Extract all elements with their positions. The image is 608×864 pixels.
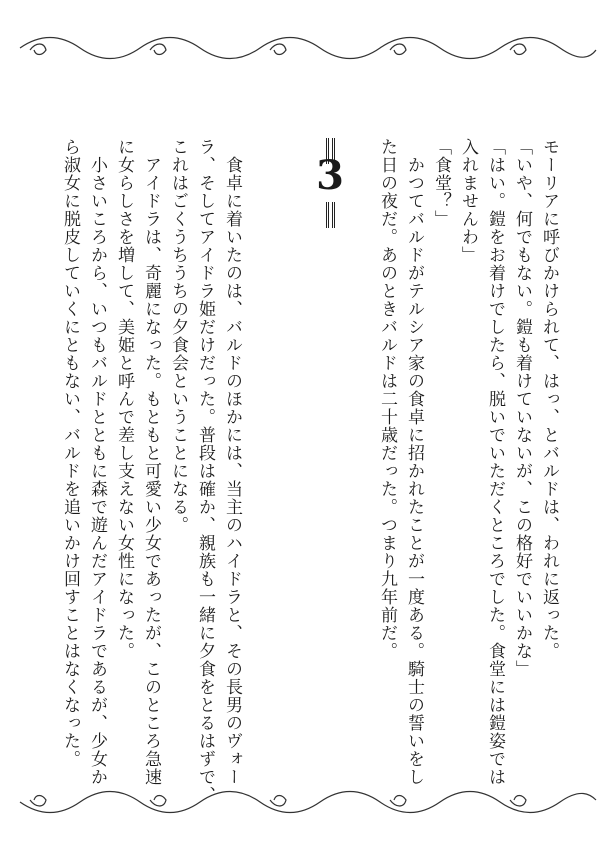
text-line: に女らしさを増して、美姫と呼んで差し支えない女性になった。 [114, 138, 134, 660]
text-line: 「はい。鎧をお着けでしたら、脱いでいただくところでした。食堂には鎧姿では [485, 138, 505, 786]
text-line: 食卓に着いたのは、バルドのほかには、当主のハイドラと、その長男のヴォー [222, 138, 242, 786]
chapter-number: 3 [316, 152, 345, 199]
text-line: モーリアに呼びかけられて、はっ、とバルドは、われに返った。 [539, 138, 559, 660]
text-line: アイドラは、奇麗になった。もともと可愛い少女であったが、このところ急速 [141, 138, 161, 786]
chapter-heading [275, 138, 343, 228]
top-ornament-border [0, 28, 608, 64]
chapter-rule [332, 202, 335, 228]
text-line: 「食堂？」 [431, 138, 451, 228]
text-line: かつてバルドがテルシア家の食卓に招かれたことが一度ある。騎士の誓いをし [404, 138, 424, 786]
vertical-body-text [40, 138, 562, 804]
text-line: 小さいころから、いつもバルドとともに森で遊んだアイドラであるが、少女か [87, 138, 107, 786]
text-line: これはごくうちうちの夕食会ということになる。 [168, 138, 188, 534]
bottom-ornament-border [0, 786, 608, 822]
text-line: ラ、そしてアイドラ姫だけだった。普段は確か、親族も一緒に夕食をとるはずで、 [195, 138, 215, 804]
chapter-rule [326, 202, 329, 228]
text-line: た日の夜だ。あのときバルドは二十歳だった。つまり九年前だ。 [377, 138, 397, 660]
text-line: 入れませんわ」 [458, 138, 478, 264]
text-line: 「いや、何でもない。鎧も着けていないが、この格好でいいかな」 [512, 138, 532, 678]
text-line: ら淑女に脱皮していくにともない、バルドを追いかけ回すことはなくなった。 [60, 138, 80, 768]
